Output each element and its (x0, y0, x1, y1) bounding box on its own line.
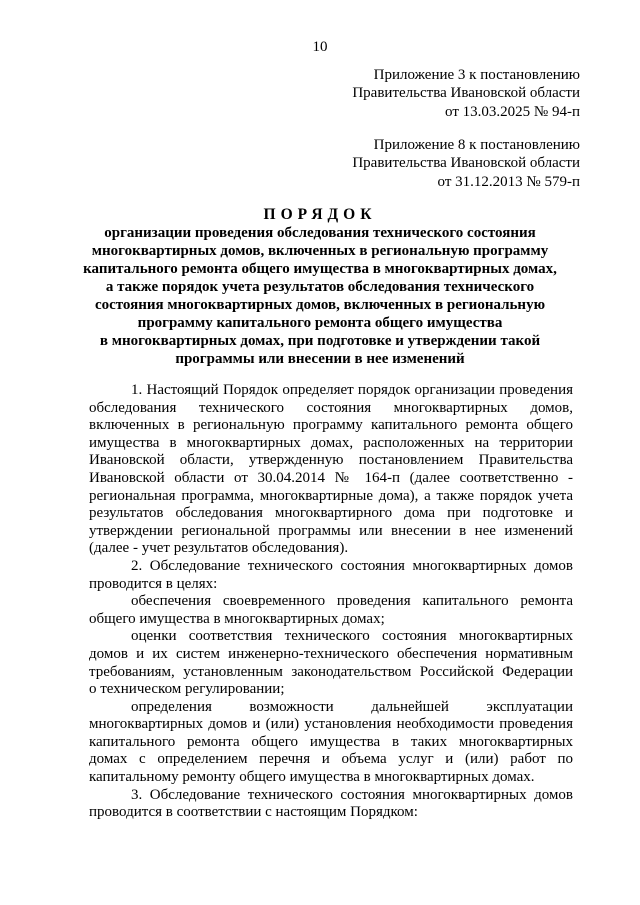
body-line: Ивановской области от 30.04.2014 № 164-п (далее соответственно - (89, 469, 573, 486)
body-line: домов и их систем инженерно-технического обеспечения нормативным (89, 645, 573, 662)
appendix-line: Приложение 8 к постановлению (373, 137, 580, 153)
title-line: программы или внесении в нее изменений (175, 351, 465, 367)
body-line: результатов обследования многоквартирного дома при подготовке и (89, 505, 573, 522)
body-line: 2. Обследование технического состояния многоквартирных домов (131, 557, 573, 574)
document-body (89, 382, 573, 822)
appendix-line: от 13.03.2025 № 94-п (445, 103, 580, 120)
body-line: 1. Настоящий Порядок определяет порядок организации проведения (131, 382, 573, 398)
body-line: проводится в соответствии с настоящим Порядком: (89, 804, 418, 821)
body-line: 3. Обследование технического состояния многоквартирных домов (131, 786, 573, 803)
body-line: определения возможности дальнейшей эксплуатации (131, 698, 573, 715)
title-line: программу капитального ремонта общего имущества (137, 315, 503, 331)
body-line: Ивановской области, утвержденную постановлением Правительства (89, 452, 573, 469)
appendix-note-current (352, 66, 580, 121)
body-line: утверждении региональной программы или внесении в нее изменений (89, 522, 573, 539)
appendix-note-original (352, 136, 580, 191)
body-line: капитального ремонта общего имущества в таких многоквартирных (89, 733, 573, 750)
body-line: включенных в региональную программу капитального ремонта общего (89, 417, 573, 434)
title-line: а также порядок учета результатов обследования технического (105, 279, 535, 295)
title-line: многоквартирных домов, включенных в региональную программу (91, 243, 549, 259)
body-line: обеспечения своевременного проведения капитального ремонта (131, 593, 573, 610)
appendix-line: Правительства Ивановской области (352, 155, 580, 172)
paragraph-1 (89, 382, 573, 558)
page-number: 10 (312, 39, 328, 55)
body-line: (далее - учет результатов обследования). (89, 540, 349, 557)
paragraph-2-item-2 (89, 628, 573, 698)
body-line: оценки соответствия технического состояния многоквартирных (131, 628, 573, 645)
body-line: общего имущества в многоквартирных домах; (89, 610, 385, 627)
appendix-line: Приложение 3 к постановлению (373, 67, 580, 83)
appendix-line: от 31.12.2013 № 579-п (437, 173, 580, 190)
body-line: региональная программа, многоквартирные дома), а также порядок учета (89, 487, 573, 504)
title-line: в многоквартирных домах, при подготовке и утверждении такой (99, 333, 541, 349)
title-heading: ПОРЯДОК (263, 206, 377, 223)
body-line: капитальному ремонту общего имущества в многоквартирных домах. (89, 769, 535, 786)
body-line: домах с определением перечня и объема услуг и (или) работ по (89, 751, 573, 768)
paragraph-2-item-3 (89, 699, 573, 787)
appendix-line: Правительства Ивановской области (352, 85, 580, 102)
paragraph-2-item-1 (89, 593, 573, 628)
paragraph-3 (89, 787, 573, 822)
document-title (0, 206, 640, 368)
title-line: капитального ремонта общего имущества в многоквартирных домах, (83, 261, 557, 277)
body-line: обследования технического состояния многоквартирных домов, (89, 399, 573, 416)
body-line: проводится в целях: (89, 575, 218, 592)
body-line: многоквартирных домов и (или) установления необходимости проведения (89, 716, 573, 733)
body-line: требованиям, установленным законодательством Российской Федерации (89, 663, 573, 680)
paragraph-2 (89, 558, 573, 593)
body-line: о техническом регулировании; (89, 681, 285, 698)
title-line: состояния многоквартирных домов, включенных в региональную (94, 297, 546, 313)
title-line: организации проведения обследования технического состояния (104, 225, 536, 241)
body-line: имущества в многоквартирных домах, расположенных на территории (89, 434, 573, 451)
